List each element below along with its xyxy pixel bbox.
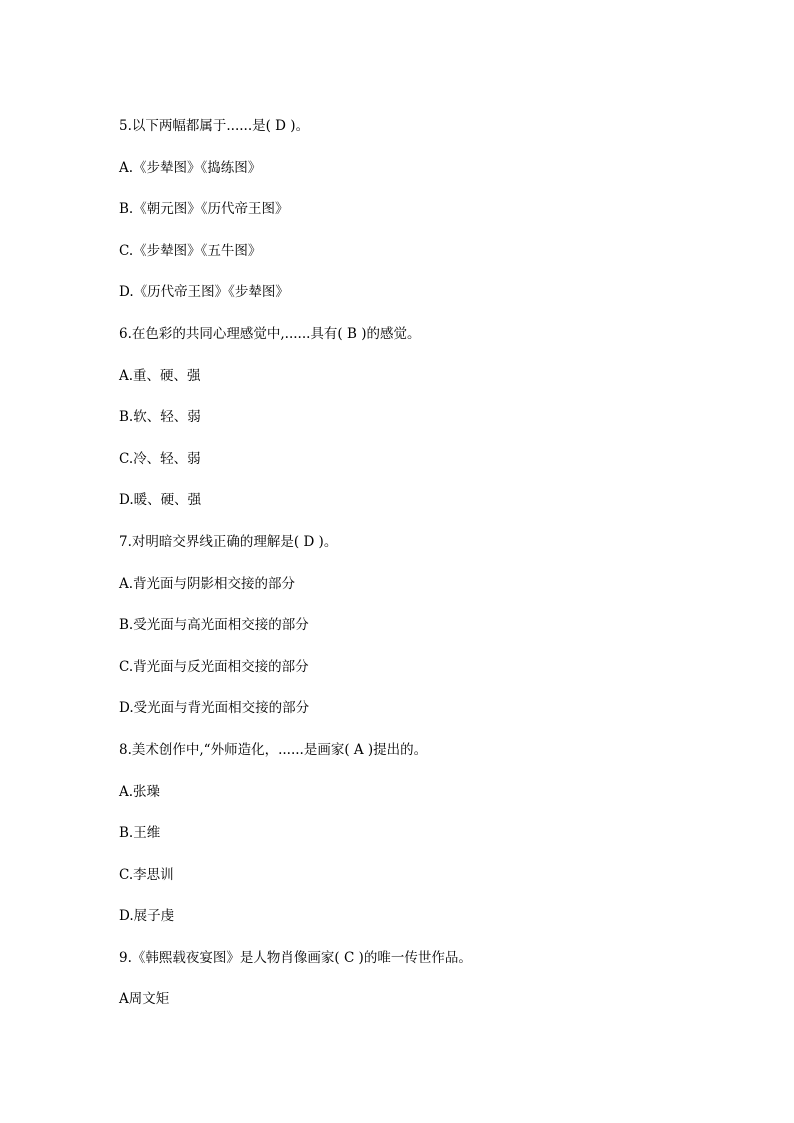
question-5-option-a: A.《步辇图》《捣练图》 — [119, 159, 262, 176]
question-6-option-c: C.冷、轻、弱 — [119, 450, 201, 467]
question-8: 8.美术创作中,“外师造化，......是画家( A )提出的。 — [119, 741, 428, 758]
question-9: 9.《韩熙载夜宴图》是人物肖像画家( C )的唯一传世作品。 — [119, 949, 472, 966]
question-7-option-b: B.受光面与高光面相交接的部分 — [119, 617, 309, 634]
question-7: 7.对明暗交界线正确的理解是( D )。 — [119, 533, 338, 550]
question-5-option-b: B.《朝元图》《历代帝王图》 — [119, 201, 289, 218]
question-5-option-d: D.《历代帝王图》《步辇图》 — [119, 284, 289, 301]
question-8-option-a: A.张璪 — [119, 783, 161, 800]
question-5-option-c: C.《步辇图》《五牛图》 — [119, 242, 262, 259]
question-6-option-d: D.暖、硬、强 — [119, 492, 202, 509]
document-body — [119, 116, 719, 1031]
question-7-option-d: D.受光面与背光面相交接的部分 — [119, 700, 310, 717]
question-6: 6.在色彩的共同心理感觉中,......具有( B )的感觉。 — [119, 325, 421, 342]
question-7-option-c: C.背光面与反光面相交接的部分 — [119, 658, 309, 675]
question-9-option-a: A周文矩 — [119, 991, 170, 1008]
question-7-option-a: A.背光面与阴影相交接的部分 — [119, 575, 296, 592]
question-6-option-b: B.软、轻、弱 — [119, 409, 201, 426]
question-8-option-d: D.展子虔 — [119, 908, 175, 925]
question-5: 5.以下两幅都属于......是( D )。 — [119, 118, 310, 134]
question-8-option-b: B.王维 — [119, 825, 161, 842]
question-6-option-a: A.重、硬、强 — [119, 367, 201, 384]
question-8-option-c: C.李思训 — [119, 866, 174, 883]
